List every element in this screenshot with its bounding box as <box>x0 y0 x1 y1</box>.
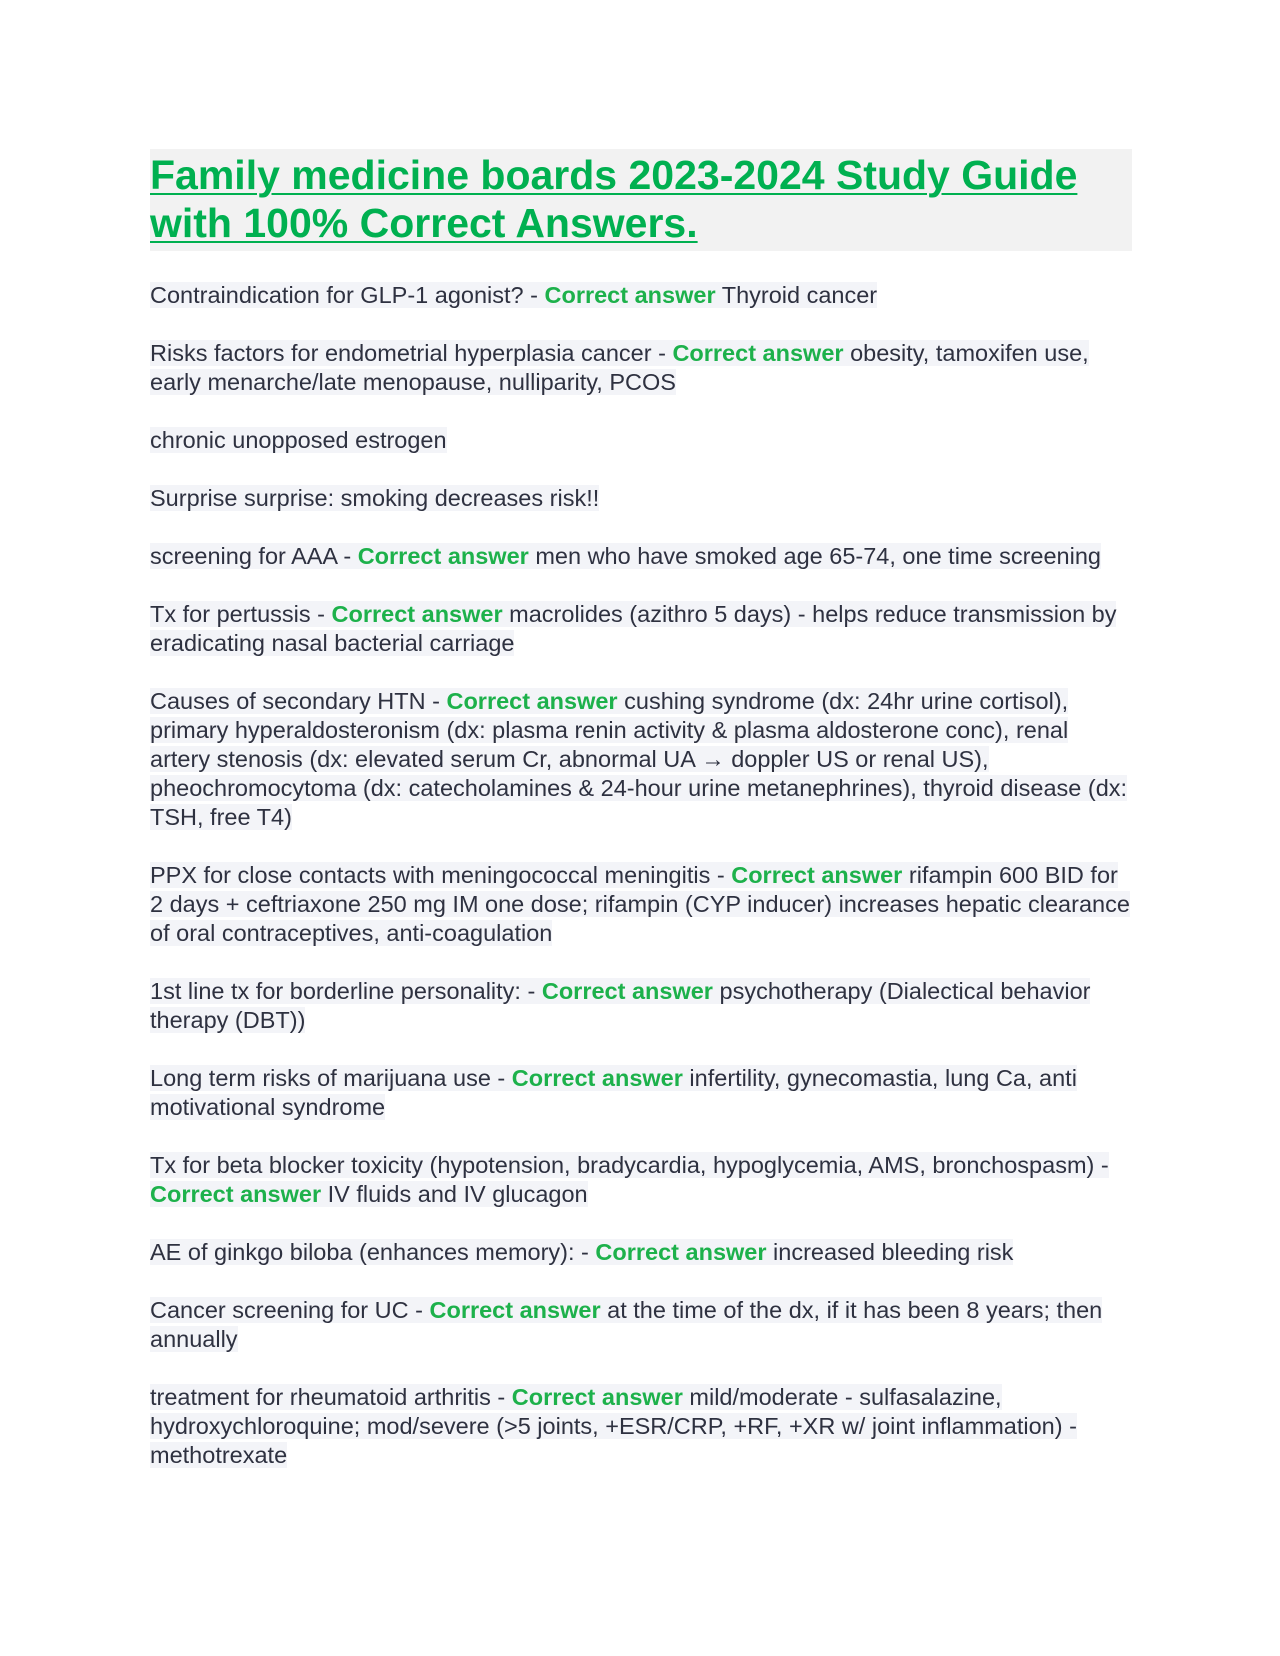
correct-answer-label: Correct answer <box>595 1239 767 1265</box>
title-block <box>150 149 1132 251</box>
question-text: Tx for beta blocker toxicity (hypotension, bradycardia, hypoglycemia, AMS, bronchospasm) - <box>150 1152 1109 1178</box>
answer-text: infertility, gynecomastia, lung Ca, anti motivational syndrome <box>150 1065 1077 1120</box>
answer-text: macrolides (azithro 5 days) - helps reduce transmission by eradicating nasal bacterial carriage <box>150 601 1117 656</box>
question-text: Tx for pertussis - <box>150 601 332 627</box>
question-text: Causes of secondary HTN - <box>150 688 447 714</box>
note-text: Surprise surprise: smoking decreases risk!! <box>150 485 600 511</box>
answer-text: mild/moderate - sulfasalazine, hydroxychloroquine; mod/severe (>5 joints, +ESR/CRP, +RF, +XR w/ joint inflammation) - methotrexate <box>150 1384 1077 1468</box>
answer-text: IV fluids and IV glucagon <box>321 1181 588 1207</box>
answer-text: Thyroid cancer <box>715 282 878 308</box>
correct-answer-label: Correct answer <box>446 688 618 714</box>
question-text: Risks factors for endometrial hyperplasia cancer - <box>150 340 673 366</box>
qa-item <box>150 281 1132 310</box>
question-text: PPX for close contacts with meningococcal meningitis - <box>150 862 732 888</box>
question-text: AE of ginkgo biloba (enhances memory): - <box>150 1239 596 1265</box>
qa-item <box>150 1383 1132 1470</box>
qa-item <box>150 1296 1132 1354</box>
qa-item <box>150 977 1132 1035</box>
question-text: 1st line tx for borderline personality: - <box>150 978 542 1004</box>
qa-item <box>150 1238 1132 1267</box>
answer-text: rifampin 600 BID for 2 days + ceftriaxone 250 mg IM one dose; rifampin (CYP inducer) increases hepatic clearance of oral contraceptives, anti-coagulation <box>150 862 1130 946</box>
correct-answer-label: Correct answer <box>544 282 716 308</box>
qa-item <box>150 1151 1132 1209</box>
correct-answer-label: Correct answer <box>357 543 529 569</box>
answer-text: at the time of the dx, if it has been 8 years; then annually <box>150 1297 1103 1352</box>
qa-item <box>150 339 1132 397</box>
correct-answer-label: Correct answer <box>331 601 503 627</box>
qa-item <box>150 542 1132 571</box>
correct-answer-label: Correct answer <box>511 1384 683 1410</box>
correct-answer-label: Correct answer <box>541 978 713 1004</box>
question-text: screening for AAA - <box>150 543 358 569</box>
answer-text: psychotherapy (Dialectical behavior therapy (DBT)) <box>150 978 1091 1033</box>
correct-answer-label: Correct answer <box>429 1297 601 1323</box>
note-item <box>150 484 1132 513</box>
qa-item <box>150 861 1132 948</box>
qa-item <box>150 600 1132 658</box>
answer-text: cushing syndrome (dx: 24hr urine cortisol), primary hyperaldosteronism (dx: plasma renin activity & plasma aldosterone conc), renal artery stenosis (dx: elevated serum Cr, abnormal UA → doppler US or renal US), pheochromocytoma (dx: catecholamines & 24-hour urine metanephrines), thyroid disease (dx: TSH, free T4) <box>150 688 1128 830</box>
document-page <box>150 149 1132 1499</box>
qa-item <box>150 687 1132 832</box>
correct-answer-label: Correct answer <box>672 340 844 366</box>
correct-answer-label: Correct answer <box>150 1181 322 1207</box>
question-text: Contraindication for GLP-1 agonist? - <box>150 282 545 308</box>
correct-answer-label: Correct answer <box>731 862 903 888</box>
question-text: treatment for rheumatoid arthritis - <box>150 1384 512 1410</box>
correct-answer-label: Correct answer <box>511 1065 683 1091</box>
answer-text: men who have smoked age 65-74, one time screening <box>528 543 1101 569</box>
question-text: Long term risks of marijuana use - <box>150 1065 512 1091</box>
document-title: Family medicine boards 2023-2024 Study Guide with 100% Correct Answers. <box>150 152 1078 246</box>
question-text: Cancer screening for UC - <box>150 1297 430 1323</box>
note-text: chronic unopposed estrogen <box>150 427 447 453</box>
answer-text: obesity, tamoxifen use, early menarche/late menopause, nulliparity, PCOS <box>150 340 1089 395</box>
note-item <box>150 426 1132 455</box>
answer-text: increased bleeding risk <box>766 1239 1014 1265</box>
qa-item <box>150 1064 1132 1122</box>
